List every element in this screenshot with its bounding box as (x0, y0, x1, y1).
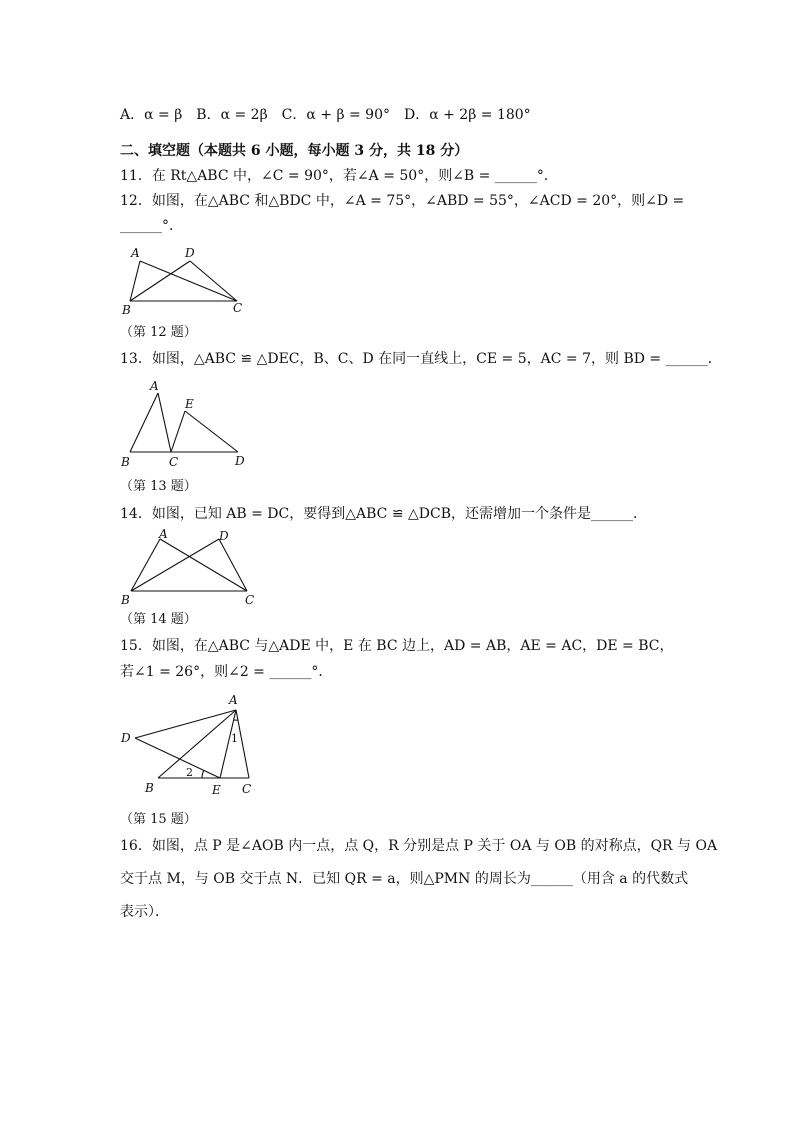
q12-label-b: B (122, 303, 131, 317)
q15-segment-de (135, 738, 220, 778)
q14-label-d: D (219, 529, 229, 543)
q15-segment-da (135, 710, 236, 738)
q14-label-a: A (159, 527, 168, 541)
q13-label-c: C (169, 455, 179, 469)
q12-label-d: D (185, 246, 195, 260)
q13-label-d: D (235, 454, 245, 468)
q12-segment-ac (140, 261, 237, 301)
q13-label-e: E (185, 397, 194, 411)
q15-angle-2-label: 2 (186, 766, 193, 779)
q13-figure (115, 376, 255, 471)
q13-segment-ce (171, 411, 185, 452)
q15-label-d: D (121, 731, 131, 745)
q15-figure (115, 690, 265, 800)
q10-options: A．α = β B．α = 2β C．α + β = 90° D．α + 2β = 180° (120, 107, 531, 123)
q12-label-c: C (233, 301, 243, 315)
q16-line3: 表示）． (120, 904, 169, 920)
q14-figure (115, 528, 275, 608)
q14-segment-ac (160, 539, 247, 591)
q15-angle-1-label: 1 (231, 732, 238, 745)
q14-label-c: C (245, 593, 255, 607)
q13-segment-ac (158, 393, 171, 452)
q14-caption: （第 14 题） (120, 612, 197, 627)
q15-caption: （第 15 题） (120, 812, 197, 827)
q14-segment-ab (131, 539, 160, 591)
q13-label-b: B (121, 455, 130, 469)
q14-segment-bd (131, 539, 219, 591)
q13-segment-ed (185, 411, 238, 452)
q12-line1: 12．如图，在△ABC 和△BDC 中，∠A = 75°，∠ABD = 55°，∠ACD = 20°，则∠D = (120, 193, 685, 209)
q11-text: 11．在 Rt△ABC 中，∠C = 90°，若∠A = 50°，则∠B = ______°． (120, 168, 558, 184)
q12-line2: ______°． (120, 218, 183, 234)
q15-label-c: C (242, 782, 252, 796)
q13-caption: （第 13 题） (120, 479, 197, 494)
q15-line2: 若∠1 = 26°，则∠2 = ______°． (120, 664, 333, 680)
q16-line1: 16．如图，点 P 是∠AOB 内一点，点 Q，R 分别是点 P 关于 OA 与 OB 的对称点，QR 与 OA (120, 838, 718, 854)
q12-segment-dc (190, 261, 237, 301)
q15-line1: 15．如图，在△ABC 与△ADE 中，E 在 BC 边上，AD = AB，AE = AC，DE = BC， (120, 638, 674, 654)
q15-label-e: E (212, 783, 221, 797)
q12-figure (115, 245, 255, 320)
q12-label-a: A (131, 246, 140, 260)
q15-angle-2-arc (202, 770, 204, 778)
q15-label-a: A (229, 693, 238, 707)
q13-text: 13．如图，△ABC ≌ △DEC，B、C、D 在同一直线上，CE = 5，AC = 7，则 BD = ______． (120, 351, 722, 367)
q16-line2: 交于点 M，与 OB 交于点 N．已知 QR = a，则△PMN 的周长为______（用含 a 的代数式 (120, 871, 689, 887)
q13-label-a: A (150, 379, 159, 393)
q15-label-b: B (145, 781, 154, 795)
q13-segment-ba (130, 393, 158, 452)
q12-caption: （第 12 题） (120, 325, 197, 340)
q15-segment-ba (158, 710, 236, 778)
section-title: 二、填空题（本题共 6 小题，每小题 3 分，共 18 分） (120, 143, 469, 159)
q14-label-b: B (121, 593, 130, 607)
q14-text: 14．如图，已知 AB = DC，要得到△ABC ≌ △DCB，还需增加一个条件是______． (120, 506, 647, 522)
